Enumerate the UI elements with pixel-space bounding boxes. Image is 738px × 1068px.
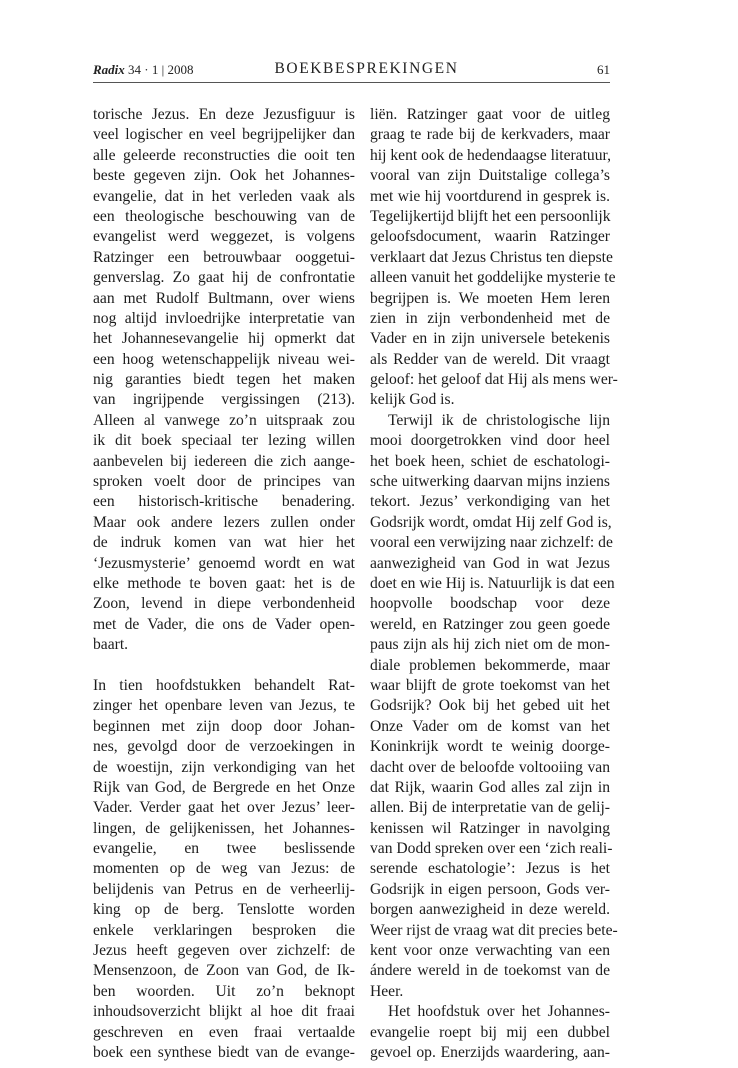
text-line: vooral een verwijzing naar zichzelf: de — [370, 534, 613, 552]
text-line: beste gegeven zijn. Ook het Johannes- — [93, 167, 355, 185]
issue-info: 34 · 1 | 2008 — [128, 62, 194, 77]
text-line: elke methode te boven gaat: het is de — [93, 574, 355, 592]
text-line: van Dodd spreken over een ‘zich reali- — [370, 840, 613, 858]
text-line: paus zijn als hij zich niet om de mon- — [370, 636, 610, 654]
text-line: nog altijd invloedrijke interpretatie van — [93, 309, 355, 327]
text-line: aan met Rudolf Bultmann, over wiens — [93, 289, 355, 307]
text-line: nig garanties biedt tegen het maken — [93, 371, 355, 389]
text-line: inhoudsoverzicht blijkt al hoe dit fraai — [93, 1003, 355, 1021]
text-line: diale problemen bekommerde, maar — [370, 656, 610, 674]
text-line: Godsrijk wordt, omdat Hij zelf God is, — [370, 513, 612, 531]
text-line: Maar ook andere lezers zullen onder — [93, 513, 355, 531]
text-line: dacht over de beloofde voltooiing van — [370, 758, 610, 776]
text-line: Tegelijkertijd blijft het een persoonlijk — [370, 207, 611, 225]
text-line: geloof: het geloof dat Hij als mens wer- — [370, 371, 618, 389]
text-line: ándere wereld in de toekomst van de — [370, 962, 610, 980]
text-line: beginnen met zijn doop door Johan- — [93, 717, 355, 735]
left-column — [93, 105, 355, 1063]
text-line: vooral van zijn Duitstalige collega’s — [370, 167, 610, 185]
text-line: liën. Ratzinger gaat voor de uitleg — [370, 106, 610, 123]
paragraph-gap — [93, 656, 355, 676]
text-line: torische Jezus. En deze Jezusfiguur is — [93, 106, 355, 123]
text-line: aanbevelen bij iedereen die zich aange- — [93, 452, 355, 470]
text-line: Het hoofdstuk over het Johannes- — [388, 1003, 610, 1021]
text-line: sproken voelt door de principes van — [93, 473, 355, 491]
text-line: als Redder van de wereld. Dit vraagt — [370, 350, 610, 368]
text-line: de indruk komen van wat hier het — [93, 534, 355, 552]
text-line: evangelie, en twee beslissende — [93, 840, 355, 858]
text-line: het Johannesevangelie hij opmerkt dat — [93, 330, 355, 348]
text-line: waar blijft de grote toekomst van het — [370, 676, 610, 694]
paragraph — [93, 105, 355, 656]
text-line: zien in zijn verbondenheid met de — [370, 309, 610, 327]
text-line: king op de berg. Tenslotte worden — [93, 901, 355, 919]
text-line: nes, gevolgd door de verzoekingen in — [93, 738, 355, 756]
text-line: Heer. — [370, 982, 404, 1000]
text-line: Terwijl ik de christologische lijn — [388, 411, 610, 429]
text-line: de woestijn, zijn verkondiging van het — [93, 758, 355, 776]
paragraph — [370, 105, 618, 411]
text-line: Mensenzoon, de Zoon van God, de Ik- — [93, 962, 355, 980]
text-line: aanwezigheid van God in wat Jezus — [370, 554, 610, 572]
text-line: kelijk God is. — [370, 391, 455, 409]
text-line: ben woorden. Uit zo’n beknopt — [93, 982, 355, 1000]
text-line: begrijpen is. We moeten Hem leren — [370, 289, 610, 307]
text-line: Rijk van God, de Bergrede en het Onze — [93, 778, 355, 796]
text-line: dat Rijk, waarin God alles zal zijn in — [370, 778, 610, 796]
text-line: Ratzinger een betrouwbaar ooggetui- — [93, 248, 355, 266]
text-line: wereld, en Ratzinger zou geen goede — [370, 615, 610, 633]
right-column — [370, 105, 618, 1063]
text-line: met de Vader, die ons de Vader open- — [93, 615, 355, 633]
text-line: Weer rijst de vraag wat dit precies bete- — [370, 921, 618, 939]
text-line: enkele verklaringen besproken die — [93, 921, 355, 939]
text-line: verklaart dat Jezus Christus ten diepste — [370, 248, 613, 266]
page-number: 61 — [597, 62, 610, 77]
text-line: met wie hij voortdurend in gesprek is. — [370, 187, 610, 205]
text-line: Vader. Verder gaat het over Jezus’ leer- — [93, 799, 355, 817]
text-line: evangelist werd weggezet, is volgens — [93, 228, 355, 246]
text-line: van ingrijpende vergissingen (213). — [93, 391, 355, 409]
text-line: tekort. Jezus’ verkondiging van het — [370, 493, 610, 511]
text-line: kenissen wil Ratzinger in navolging — [370, 819, 610, 837]
text-line: genverslag. Zo gaat hij de confrontatie — [93, 269, 355, 287]
text-line: sche uitwerking daarvan mijns inziens — [370, 473, 610, 491]
text-line: mooi doorgetrokken vind door heel — [370, 432, 610, 450]
text-line: geloofsdocument, waarin Ratzinger — [370, 228, 610, 246]
paragraph — [93, 676, 355, 1063]
text-line: Godsrijk in eigen persoon, Gods ver- — [370, 880, 610, 898]
text-line: borgen aanwezigheid in deze wereld. — [370, 901, 610, 919]
text-line: Alleen al vanwege zo’n uitspraak zou — [93, 411, 355, 429]
text-line: baart. — [93, 636, 129, 654]
text-line: Vader en in zijn universele betekenis — [370, 330, 610, 348]
text-line: Zoon, levend in diepe verbondenheid — [93, 595, 355, 613]
text-line: het boek heen, schiet de eschatologi- — [370, 452, 610, 470]
text-line: lingen, de gelijkenissen, het Johannes- — [93, 819, 355, 837]
journal-name: Radix — [93, 62, 125, 77]
text-line: veel logischer en veel begrijpelijker dan — [93, 126, 355, 144]
text-line: Koninkrijk wordt te weinig doorge- — [370, 738, 610, 756]
text-line: alle geleerde reconstructies die ooit ten — [93, 146, 355, 164]
text-line: graag te rade bij de kerkvaders, maar — [370, 126, 610, 144]
text-line: een theologische beschouwing van de — [93, 207, 355, 225]
text-line: Jezus heeft gegeven over zichzelf: de — [93, 942, 355, 960]
text-line: Onze Vader om de komst van het — [370, 717, 610, 735]
text-line: ik dit boek speciaal ter lezing willen — [93, 432, 355, 450]
text-line: belijdenis van Petrus en de verheerlij- — [93, 880, 355, 898]
text-line: allen. Bij de interpretatie van de gelij- — [370, 799, 610, 817]
text-line: boek een synthese biedt van de evange- — [93, 1043, 355, 1061]
text-line: serende eschatologie’: Jezus is het — [370, 860, 610, 878]
section-title: BOEKBESPREKINGEN — [274, 60, 459, 77]
text-line: gevoel op. Enerzijds waardering, aan- — [370, 1043, 610, 1061]
running-header — [93, 60, 610, 83]
text-line: In tien hoofdstukken behandelt Rat- — [93, 676, 355, 694]
text-line: evangelie roept bij mij een dubbel — [370, 1023, 610, 1041]
text-line: zinger het openbare leven van Jezus, te — [93, 697, 355, 715]
text-line: momenten op de weg van Jezus: de — [93, 860, 355, 878]
text-line: evangelie, dat in het verleden vaak als — [93, 187, 355, 205]
paragraph — [370, 1002, 610, 1063]
text-line: doet en wie Hij is. Natuurlijk is dat een — [370, 574, 615, 592]
text-line: een hoog wetenschappelijk niveau wei- — [93, 350, 355, 368]
text-line: hij kent ook de hedendaagse literatuur, — [370, 146, 611, 164]
text-line: hoopvolle boodschap voor deze — [370, 595, 610, 613]
text-line: een historisch-kritische benadering. — [93, 493, 355, 511]
text-line: kent voor onze verwachting van een — [370, 942, 610, 960]
text-line: alleen vanuit het goddelijke mysterie te — [370, 269, 616, 287]
text-line: geschreven en even fraai vertaalde — [93, 1023, 355, 1041]
text-line: Godsrijk? Ook bij het gebed uit het — [370, 697, 610, 715]
paragraph — [370, 411, 618, 1002]
text-line: ‘Jezusmysterie’ genoemd wordt en wat — [93, 554, 355, 572]
